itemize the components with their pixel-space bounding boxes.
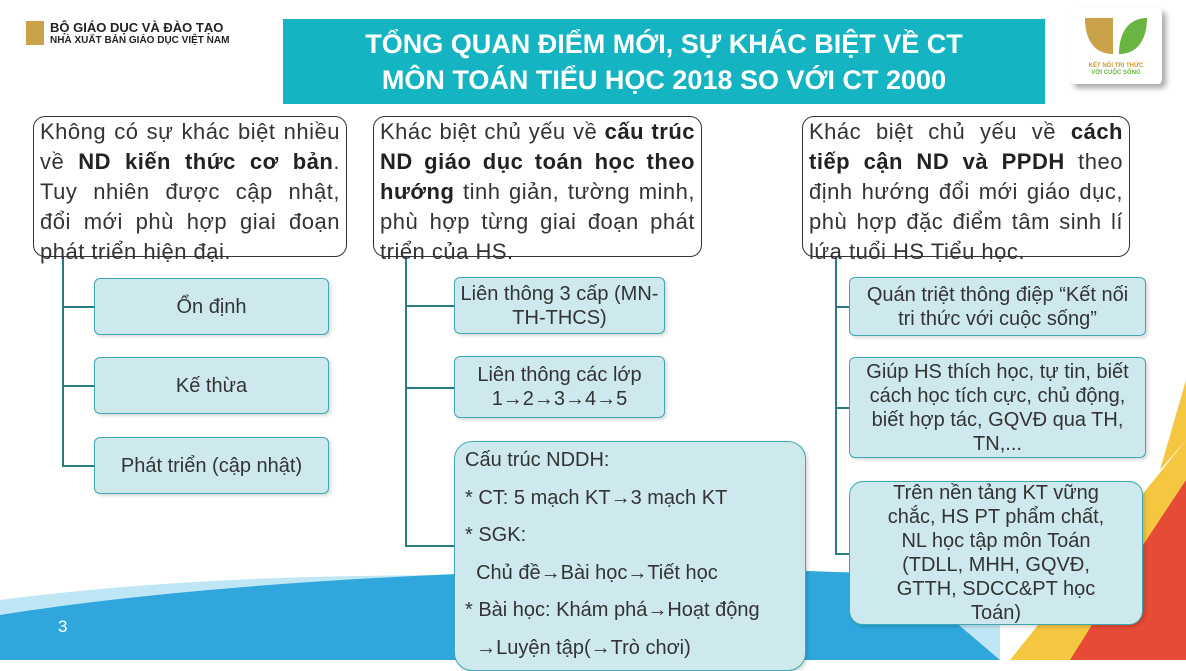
column-2-header	[373, 116, 702, 264]
bold-text: cách tiếp cận ND và PPDH	[809, 119, 1123, 174]
column-1-header	[33, 116, 347, 264]
text: tinh giản, tường minh, phù hợp từng giai đoạn phát triển của HS.	[380, 179, 695, 264]
item-ke-thua: Kế thừa	[94, 357, 329, 414]
leaf-icon	[1081, 14, 1151, 58]
connector	[62, 257, 64, 465]
text: Khác biệt chủ yếu về	[809, 119, 1071, 144]
publisher-name: NHÀ XUẤT BẢN GIÁO DỤC VIỆT NAM	[50, 35, 230, 46]
connector	[835, 553, 849, 555]
connector	[62, 385, 94, 387]
connector	[62, 465, 94, 467]
detail-line: Cấu trúc NDDH:	[465, 449, 610, 471]
title-line-1: TỔNG QUAN ĐIỂM MỚI, SỰ KHÁC BIỆT VỀ CT	[365, 28, 963, 59]
text: Khác biệt chủ yếu về	[380, 119, 605, 144]
bold-text: cấu trúc ND giáo dục toán học theo hướng	[380, 119, 695, 204]
item-phat-trien: Phát triển (cập nhật)	[94, 437, 329, 494]
connector	[405, 387, 454, 389]
item-on-dinh: Ổn định	[94, 278, 329, 335]
item-nen-tang: Trên nền tảng KT vững chắc, HS PT phẩm chất, NL học tập môn Toán (TDLL, MHH, GQVĐ, GTTH, SDCC&PT học Toán)	[849, 481, 1143, 625]
text: . Tuy nhiên được cập nhật, đổi mới phù hợp giai đoạn phát triển hiện đại.	[40, 149, 340, 264]
connector	[835, 407, 849, 409]
brand-logo	[1070, 8, 1162, 84]
connector	[405, 257, 407, 546]
brand-line-1: KẾT NỐI TRI THỨC	[1088, 63, 1144, 69]
detail-line: * CT: 5 mạch KT→3 mạch KT	[465, 486, 728, 509]
detail-line: * SGK:	[465, 524, 527, 546]
detail-line: →Luyện tập(→Trò chơi)	[465, 636, 691, 659]
text: Không có sự khác biệt nhiều về	[40, 119, 340, 174]
page-number: 3	[58, 617, 68, 636]
item-quan-triet: Quán triệt thông điệp “Kết nối tri thức với cuộc sống”	[849, 277, 1146, 336]
publisher-ministry: BỘ GIÁO DỤC VÀ ĐÀO TẠO	[50, 20, 224, 35]
gd-logo-icon	[26, 21, 44, 45]
bold-text: ND kiến thức cơ bản	[78, 149, 334, 174]
item-lien-thong-cap: Liên thông 3 cấp (MN-TH-THCS)	[454, 277, 665, 334]
connector	[405, 305, 454, 307]
publisher-logo	[26, 20, 229, 46]
title-line-2: MÔN TOÁN TIỂU HỌC 2018 SO VỚI CT 2000	[381, 64, 947, 95]
item-lien-thong-lop: Liên thông các lớp 1→2→3→4→5	[454, 356, 665, 418]
connector	[405, 545, 454, 547]
detail-line: * Bài học: Khám phá→Hoạt động	[465, 599, 760, 621]
column-3-header	[802, 116, 1130, 264]
connector	[835, 257, 837, 553]
text: theo định hướng đổi mới giáo dục, phù hợp đặc điểm tâm sinh lí lứa tuổi HS Tiểu học.	[809, 149, 1123, 264]
connector	[62, 306, 94, 308]
item-giup-hs: Giúp HS thích học, tự tin, biết cách học tích cực, chủ động, biết hợp tác, GQVĐ qua TH, TN,...	[849, 357, 1146, 458]
item-cau-truc-nddh	[454, 441, 806, 671]
slide-title	[283, 19, 1045, 104]
connector	[835, 306, 849, 308]
detail-line: Chủ đề→Bài học→Tiết học	[465, 561, 718, 584]
brand-line-2: VỚI CUỘC SỐNG	[1091, 70, 1141, 76]
